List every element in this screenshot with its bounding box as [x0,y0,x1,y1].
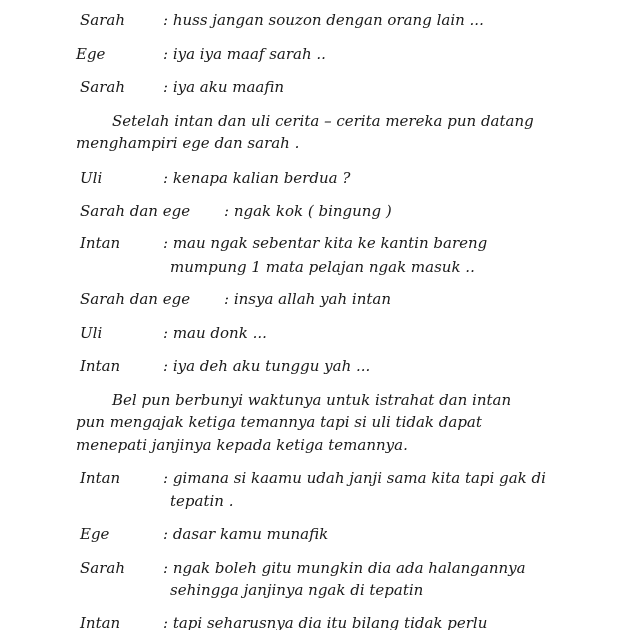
dialogue-line: : iya deh aku tunggu yah ... [163,357,371,375]
narration-line: Setelah intan dan uli cerita – cerita mereka pun datang [112,112,534,130]
dialogue-line: : iya iya maaf sarah .. [163,45,326,63]
dialogue-line: : iya aku maafin [163,78,285,96]
dialogue-line: : tapi seharusnya dia itu bilang tidak perlu [163,614,488,630]
dialogue-line: : mau ngak sebentar kita ke kantin bareng [163,234,488,252]
dialogue-line: : ngak kok ( bingung ) [224,202,392,220]
dialogue-line-continued: mumpung 1 mata pelajan ngak masuk .. [170,258,475,276]
speaker-name: Sarah [80,78,125,96]
narration-line: pun mengajak ketiga temannya tapi si uli tidak dapat [76,413,482,431]
speaker-name: Ege [80,525,110,543]
dialogue-line: : insya allah yah intan [224,290,392,308]
narration-line: menghampiri ege dan sarah . [76,134,300,152]
dialogue-line-continued: sehingga janjinya ngak di tepatin [170,581,424,599]
narration-line: menepati janjinya kepada ketiga temannya. [76,436,408,454]
dialogue-line: : dasar kamu munafik [163,525,329,543]
speaker-name: Sarah [80,559,125,577]
narration-line: Bel pun berbunyi waktunya untuk istrahat dan intan [112,391,512,409]
speaker-name: Intan [80,469,121,487]
speaker-name: Uli [80,169,103,187]
speaker-name: Sarah dan ege [80,290,191,308]
dialogue-line-continued: tepatin . [170,492,234,510]
speaker-name: Intan [80,614,121,630]
speaker-name: Sarah dan ege [80,202,191,220]
speaker-name: Intan [80,234,121,252]
dialogue-line: : kenapa kalian berdua ? [163,169,351,187]
dialogue-line: : mau donk ... [163,324,267,342]
speaker-name: Sarah [80,11,125,29]
dialogue-line: : huss jangan souzon dengan orang lain ... [163,11,484,29]
dialogue-line: : gimana si kaamu udah janji sama kita tapi gak di [163,469,546,487]
speaker-name: Ege [76,45,106,63]
speaker-name: Uli [80,324,103,342]
dialogue-line: : ngak boleh gitu mungkin dia ada halangannya [163,559,526,577]
speaker-name: Intan [80,357,121,375]
